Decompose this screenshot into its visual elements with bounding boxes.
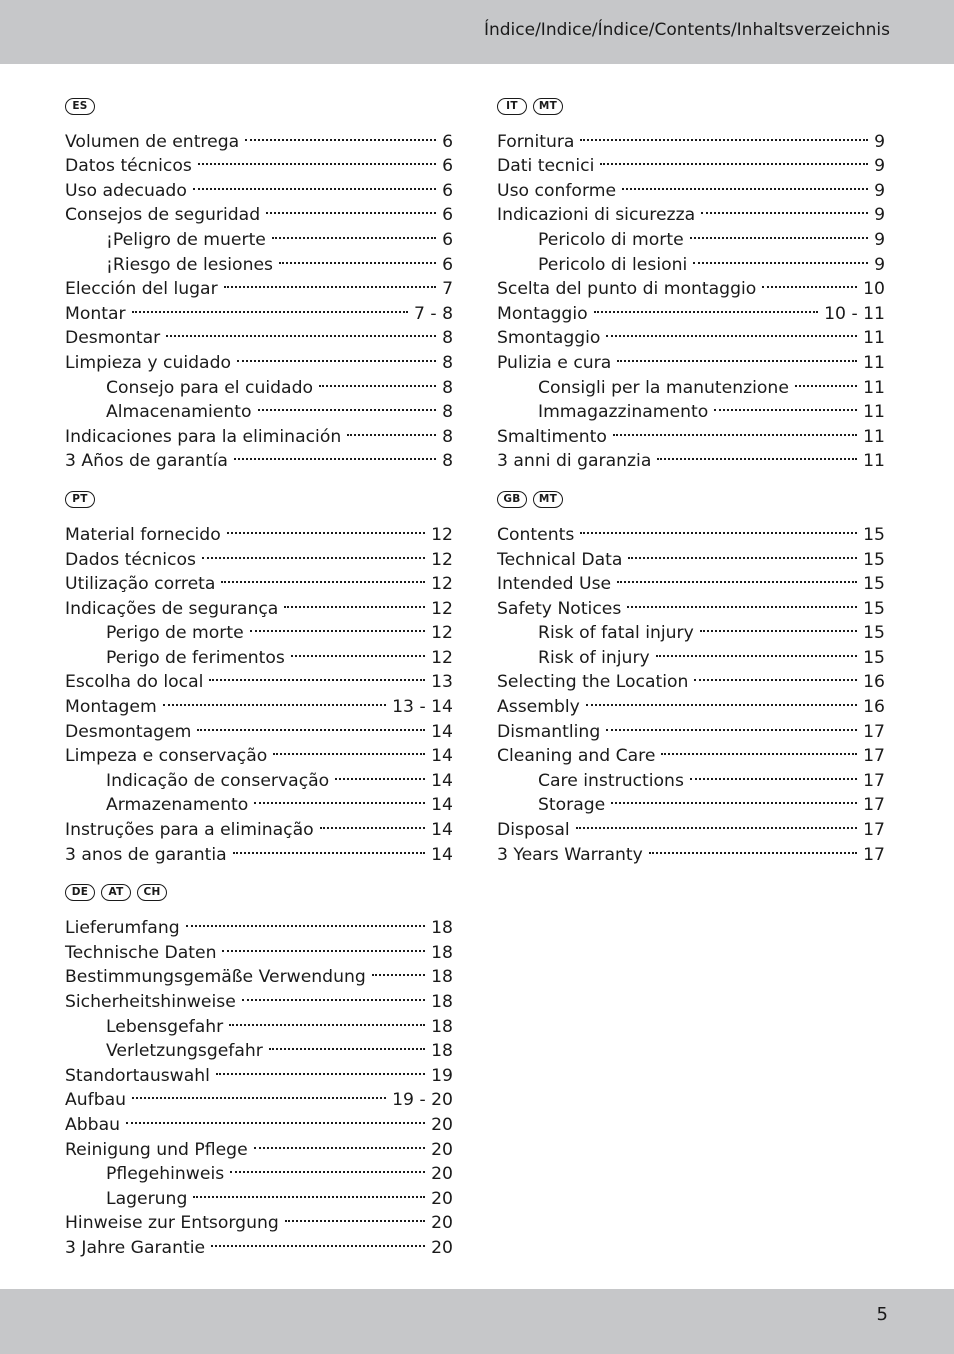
dot-leader (627, 589, 857, 614)
dot-leader (227, 515, 425, 540)
dot-leader (611, 786, 857, 811)
toc-entry-label: Aufbau (65, 1090, 127, 1111)
toc-entry-label: Bestimmungsgemäße Verwendung (65, 967, 366, 988)
dot-leader (700, 614, 857, 639)
toc-entry-label: Technical Data (497, 549, 623, 570)
dot-leader (690, 220, 868, 245)
dot-leader (272, 220, 436, 245)
toc-entry-label: Volumen de entrega (65, 131, 240, 152)
toc-entry-label: Dati tecnici (497, 156, 595, 177)
toc-entry-label: Uso conforme (497, 180, 617, 201)
toc-entry-label: 3 anni di garanzia (497, 451, 652, 472)
toc-entry-label: Almacenamiento (106, 402, 252, 423)
toc-entry-page: 12 (431, 598, 453, 619)
toc-entry-label: Dados técnicos (65, 549, 196, 570)
language-badge-icon: DE (65, 884, 95, 901)
dot-leader (617, 565, 857, 590)
toc-entry-label: Instruções para a eliminação (65, 820, 314, 841)
toc-entry-label: Care instructions (538, 770, 684, 791)
toc-entry-page: 15 (863, 598, 885, 619)
toc-entry-label: Consejos de seguridad (65, 205, 261, 226)
dot-leader (258, 393, 437, 418)
toc-entry[interactable] (65, 122, 453, 152)
toc-entry-label: Perigo de morte (106, 623, 244, 644)
toc-entry-label: Smontaggio (497, 328, 601, 349)
toc-entry-label: Desmontar (65, 328, 161, 349)
toc-entry-label: Safety Notices (497, 598, 622, 619)
toc-entry-page: 12 (431, 623, 453, 644)
toc-entry-label: 3 Jahre Garantie (65, 1237, 206, 1258)
toc-entry-label: Cleaning and Care (497, 746, 656, 767)
toc-entry-label: Perigo de ferimentos (106, 647, 285, 668)
toc-entry-label: Risk of fatal injury (538, 623, 694, 644)
dot-leader (628, 540, 857, 565)
toc-entry-page: 17 (863, 721, 885, 742)
language-badge-icon: PT (65, 491, 95, 508)
language-badge-icon: CH (137, 884, 167, 901)
toc-entry-page: 6 (442, 180, 453, 201)
dot-leader (319, 368, 436, 393)
toc-entry-label: ¡Riesgo de lesiones (106, 254, 273, 275)
dot-leader (254, 786, 425, 811)
toc-entry-label: Selecting the Location (497, 672, 689, 693)
toc-section (497, 94, 885, 472)
dot-leader (622, 171, 868, 196)
toc-entry-page: 15 (863, 524, 885, 545)
dot-leader (234, 442, 436, 467)
dot-leader (198, 147, 436, 172)
dot-leader (202, 540, 425, 565)
dot-leader (279, 245, 436, 270)
dot-leader (714, 393, 857, 418)
toc-entry-label: Montar (65, 303, 126, 324)
toc-entry-page: 20 (431, 1139, 453, 1160)
toc-entry-page: 13 (431, 672, 453, 693)
dot-leader (132, 1081, 386, 1106)
header-bar (0, 0, 954, 64)
toc-entry-label: Uso adecuado (65, 180, 187, 201)
dot-leader (656, 638, 857, 663)
dot-leader (617, 343, 857, 368)
toc-entry-page: 14 (431, 746, 453, 767)
toc-entry-label: Dismantling (497, 721, 601, 742)
dot-leader (166, 319, 436, 344)
dot-leader (197, 712, 425, 737)
toc-entry-label: Disposal (497, 820, 570, 841)
dot-leader (193, 171, 436, 196)
toc-entry-page: 13 - 14 (392, 697, 453, 718)
toc-entry-page: 12 (431, 549, 453, 570)
toc-entry-label: Armazenamento (106, 795, 249, 816)
toc-entry-label: Assembly (497, 697, 580, 718)
toc-entry-page: 8 (442, 402, 453, 423)
dot-leader (694, 663, 857, 688)
toc-entry-page: 12 (431, 574, 453, 595)
dot-leader (221, 565, 425, 590)
toc-entry-label: 3 anos de garantia (65, 844, 227, 865)
toc-entry-page: 18 (431, 918, 453, 939)
page-title: Índice/Indice/Índice/Contents/Inhaltsverzeichnis (483, 20, 890, 40)
toc-entry[interactable] (497, 122, 885, 152)
language-badges (65, 94, 453, 118)
toc-entry-label: ¡Peligro de muerte (106, 229, 266, 250)
dot-leader (613, 417, 857, 442)
toc-entry-label: Datos técnicos (65, 156, 192, 177)
dot-leader (347, 417, 436, 442)
toc-entry-page: 12 (431, 524, 453, 545)
toc-entry-page: 7 - 8 (414, 303, 453, 324)
dot-leader (320, 810, 425, 835)
toc-entry-label: Escolha do local (65, 672, 204, 693)
toc-entry-label: Lieferumfang (65, 918, 180, 939)
language-badges (497, 94, 885, 118)
toc-entry-page: 6 (442, 205, 453, 226)
dot-leader (211, 1228, 425, 1253)
footer-bar (0, 1289, 954, 1354)
toc-section (65, 487, 453, 865)
toc-entry-page: 17 (863, 770, 885, 791)
language-badge-icon: AT (101, 884, 131, 901)
toc-entry-label: Reinigung und Pflege (65, 1139, 248, 1160)
dot-leader (230, 1155, 425, 1180)
toc-entry-page: 18 (431, 942, 453, 963)
toc-entry-label: Smaltimento (497, 426, 607, 447)
dot-leader (690, 761, 857, 786)
toc-entry-label: Fornitura (497, 131, 575, 152)
dot-leader (224, 270, 436, 295)
toc-entry-page: 8 (442, 426, 453, 447)
toc-entry-label: Abbau (65, 1114, 121, 1135)
toc-entry-page: 14 (431, 844, 453, 865)
dot-leader (250, 614, 425, 639)
toc-entry-page: 17 (863, 746, 885, 767)
dot-leader (649, 835, 857, 860)
toc-entry-page: 11 (863, 377, 885, 398)
dot-leader (693, 245, 868, 270)
dot-leader (762, 270, 857, 295)
toc-entry[interactable] (497, 515, 885, 545)
toc-entry-page: 11 (863, 402, 885, 423)
toc-entry[interactable] (65, 909, 453, 939)
toc-entry-page: 18 (431, 1041, 453, 1062)
toc-entry-page: 18 (431, 1016, 453, 1037)
dot-leader (222, 933, 425, 958)
toc-entry-page: 8 (442, 352, 453, 373)
toc-entry-label: Technische Daten (65, 942, 217, 963)
toc-entry-page: 9 (874, 180, 885, 201)
dot-leader (594, 294, 819, 319)
toc-entry-label: Hinweise zur Entsorgung (65, 1213, 279, 1234)
dot-leader (245, 122, 436, 147)
toc-entry-label: Scelta del punto di montaggio (497, 279, 757, 300)
toc-section (65, 94, 453, 472)
toc-entry-label: Consigli per la manutenzione (538, 377, 789, 398)
dot-leader (285, 1204, 425, 1229)
dot-leader (233, 835, 425, 860)
toc-entry-page: 7 (442, 279, 453, 300)
toc-entry-page: 6 (442, 156, 453, 177)
toc-entry-page: 15 (863, 574, 885, 595)
toc-entry-page: 20 (431, 1213, 453, 1234)
toc-entry-page: 11 (863, 426, 885, 447)
toc-entry-page: 19 - 20 (392, 1090, 453, 1111)
page-number: 5 (876, 1304, 888, 1325)
dot-leader (163, 687, 386, 712)
dot-leader (291, 638, 425, 663)
toc-entry-label: Indicazioni di sicurezza (497, 205, 696, 226)
dot-leader (606, 319, 857, 344)
toc-entry-page: 9 (874, 205, 885, 226)
dot-leader (229, 1007, 425, 1032)
toc-entry-page: 20 (431, 1237, 453, 1258)
toc-entry-page: 15 (863, 549, 885, 570)
dot-leader (606, 712, 857, 737)
toc-entry-page: 20 (431, 1188, 453, 1209)
toc-entry-label: Lagerung (106, 1188, 188, 1209)
toc-entry-page: 15 (863, 623, 885, 644)
dot-leader (254, 1130, 425, 1155)
toc-entry-page: 17 (863, 820, 885, 841)
dot-leader (661, 737, 857, 762)
toc-entry-label: Desmontagem (65, 721, 192, 742)
toc-entry-label: Indicações de segurança (65, 598, 279, 619)
language-badge-icon: ES (65, 98, 95, 115)
toc-entry-label: Montaggio (497, 303, 588, 324)
toc-entry-page: 9 (874, 156, 885, 177)
dot-leader (580, 515, 857, 540)
toc-entry-label: Contents (497, 524, 575, 545)
toc-section (497, 487, 885, 865)
toc-entry-page: 18 (431, 967, 453, 988)
toc-entry-label: Pericolo di morte (538, 229, 684, 250)
language-badges (65, 487, 453, 511)
toc-entry-page: 11 (863, 352, 885, 373)
dot-leader (372, 958, 425, 983)
dot-leader (701, 196, 868, 221)
toc-entry-label: Sicherheitshinweise (65, 992, 236, 1012)
language-badge-icon: IT (497, 98, 527, 115)
toc-entry-page: 8 (442, 377, 453, 398)
language-badge-icon: MT (533, 491, 563, 508)
toc-entry-label: Pericolo di lesioni (538, 254, 688, 275)
toc-entry-label: Indicação de conservação (106, 770, 330, 791)
toc-entry-page: 17 (863, 844, 885, 865)
toc-entry-page: 8 (442, 451, 453, 472)
toc-entry-page: 14 (431, 721, 453, 742)
dot-leader (586, 687, 857, 712)
dot-leader (126, 1105, 425, 1130)
dot-leader (269, 1032, 425, 1057)
toc-entry-label: Intended Use (497, 574, 612, 595)
toc-section (65, 881, 453, 1258)
language-badge-icon: GB (497, 491, 527, 508)
toc-entry-page: 6 (442, 131, 453, 152)
dot-leader (657, 442, 857, 467)
language-badges (497, 487, 885, 511)
toc-entry-page: 10 (863, 279, 885, 300)
toc-entry-label: Elección del lugar (65, 279, 218, 300)
toc-entry-page: 18 (431, 992, 453, 1012)
dot-leader (237, 343, 436, 368)
toc-entry-page: 14 (431, 820, 453, 841)
toc-entry-label: 3 Años de garantía (65, 451, 228, 472)
toc-entry-label: Consejo para el cuidado (106, 377, 313, 398)
toc-entry-label: Indicaciones para la eliminación (65, 426, 342, 447)
dot-leader (795, 368, 857, 393)
dot-leader (186, 909, 425, 934)
dot-leader (132, 294, 408, 319)
toc-entry-label: Standortauswahl (65, 1065, 210, 1086)
toc-entry-label: Storage (538, 795, 606, 816)
toc-entry-page: 6 (442, 229, 453, 250)
dot-leader (266, 196, 436, 221)
toc-entry-page: 17 (863, 795, 885, 816)
toc-entry-page: 11 (863, 451, 885, 472)
toc-entry-page: 20 (431, 1114, 453, 1135)
dot-leader (209, 663, 425, 688)
dot-leader (284, 589, 425, 614)
dot-leader (242, 982, 425, 1007)
toc-column-right (497, 94, 885, 881)
toc-entry-label: Utilização correta (65, 574, 216, 595)
toc-entry-page: 9 (874, 229, 885, 250)
toc-entry-label: Limpieza y cuidado (65, 352, 231, 373)
toc-entry-label: Pulizia e cura (497, 352, 612, 373)
language-badges (65, 881, 453, 905)
toc-entry-label: Verletzungsgefahr (106, 1041, 263, 1062)
toc-entry-label: Material fornecido (65, 524, 221, 545)
toc-column-left (65, 94, 453, 1274)
toc-entry-label: Limpeza e conservação (65, 746, 268, 767)
dot-leader (600, 147, 868, 172)
toc-entry-page: 14 (431, 795, 453, 816)
toc-entry-page: 14 (431, 770, 453, 791)
dot-leader (335, 761, 425, 786)
dot-leader (580, 122, 868, 147)
toc-entry-page: 10 - 11 (824, 303, 885, 324)
toc-entry-page: 11 (863, 328, 885, 349)
toc-entry-page: 9 (874, 131, 885, 152)
toc-entry-label: 3 Years Warranty (497, 844, 643, 865)
dot-leader (273, 737, 425, 762)
toc-entry-label: Risk of injury (538, 647, 650, 668)
toc-entry-page: 9 (874, 254, 885, 275)
toc-entry-page: 16 (863, 697, 885, 718)
dot-leader (193, 1179, 425, 1204)
dot-leader (216, 1056, 425, 1081)
toc-entry-label: Pflegehinweis (106, 1164, 225, 1185)
toc-entry-label: Montagem (65, 697, 157, 718)
toc-entry-label: Lebensgefahr (106, 1016, 224, 1037)
toc-entry-page: 20 (431, 1164, 453, 1185)
toc-entry-page: 16 (863, 672, 885, 693)
toc-entry[interactable] (65, 515, 453, 545)
dot-leader (576, 810, 857, 835)
toc-entry-page: 12 (431, 647, 453, 668)
toc-entry-label: Immagazzinamento (538, 402, 709, 423)
toc-entry-page: 8 (442, 328, 453, 349)
toc-entry-page: 19 (431, 1065, 453, 1086)
toc-entry-page: 15 (863, 647, 885, 668)
language-badge-icon: MT (533, 98, 563, 115)
toc-entry-page: 6 (442, 254, 453, 275)
